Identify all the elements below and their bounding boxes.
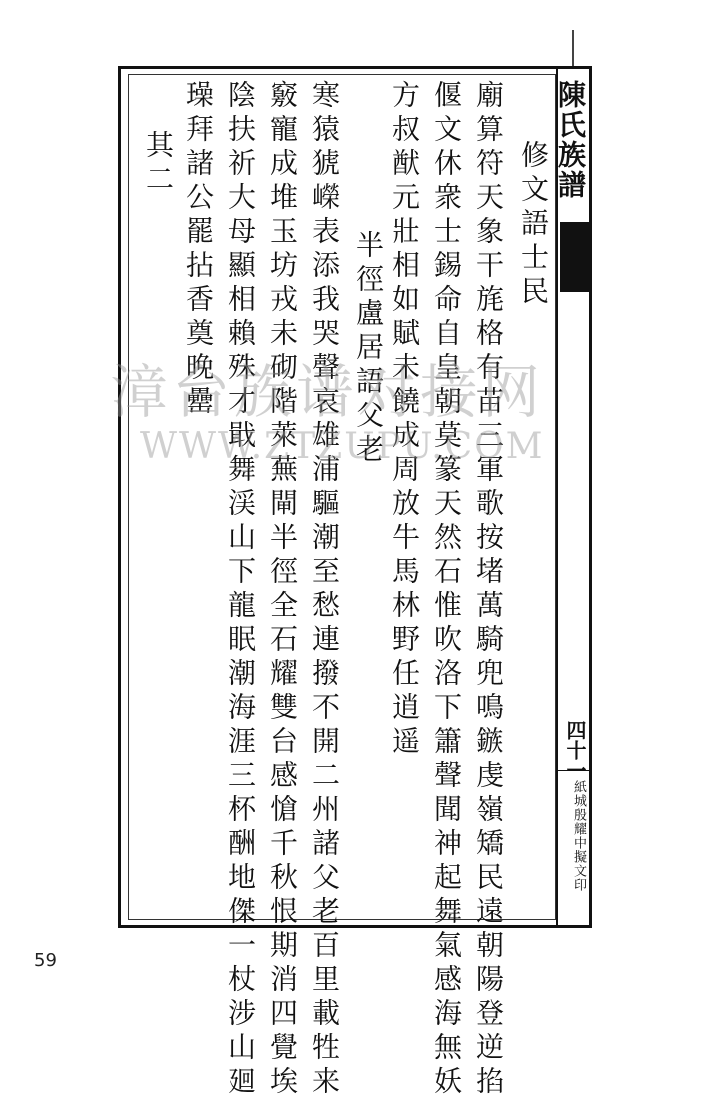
text-column: 璪拜諸公罷拈香奠晚罍 [182,80,215,420]
text-column: 廟算符天象干旄格有苗三軍歌按堵萬騎兜鳴鏃虔嶺矯民遠朝陽登逆掐 [472,80,505,1100]
text-column: 偃文休衆士錫命自皇朝莫篆天然石惟吹洛下簫聲聞神起舞氣感海無妖 [430,80,463,1100]
text-column: 竅寵成堆玉坊戎未砌階萊蕪閘半徑全石耀雙台感愴千秋恨期消四覺埃 [266,80,299,1100]
watermark-url: WWW.ZTZUPU.COM [140,426,545,467]
page-edge-mark [572,30,580,66]
spine-page-label: 四十一 [563,720,587,780]
book-title: 陳氏族譜 [554,80,587,200]
text-column: 方叔猷元壯相如賦未饒成周放牛馬林野任逍遥 [388,80,421,760]
page-number: 59 [34,950,57,971]
text-column-heading-3: 其二 [142,130,175,198]
text-column-heading-2: 半徑盧居語父老 [352,230,385,468]
text-column: 陰扶祈大母顯相賴殊才戢舞渓山下龍眠潮海涯三杯酬地傑一杖涉山廻 [224,80,257,1100]
spine-divider [556,770,592,771]
spine-black-block [560,222,590,292]
watermark-site-name: 漳台族谱对接网 [110,358,545,426]
text-column: 寒猿猇嶸表添我哭聲哀雄浦驅潮至愁連撥不開二州諸父老百里載牲来 [308,80,341,1100]
text-column-heading-1: 修文語士民 [517,140,550,310]
publisher-imprint: 紙城殷耀中擬文印 [571,780,586,892]
